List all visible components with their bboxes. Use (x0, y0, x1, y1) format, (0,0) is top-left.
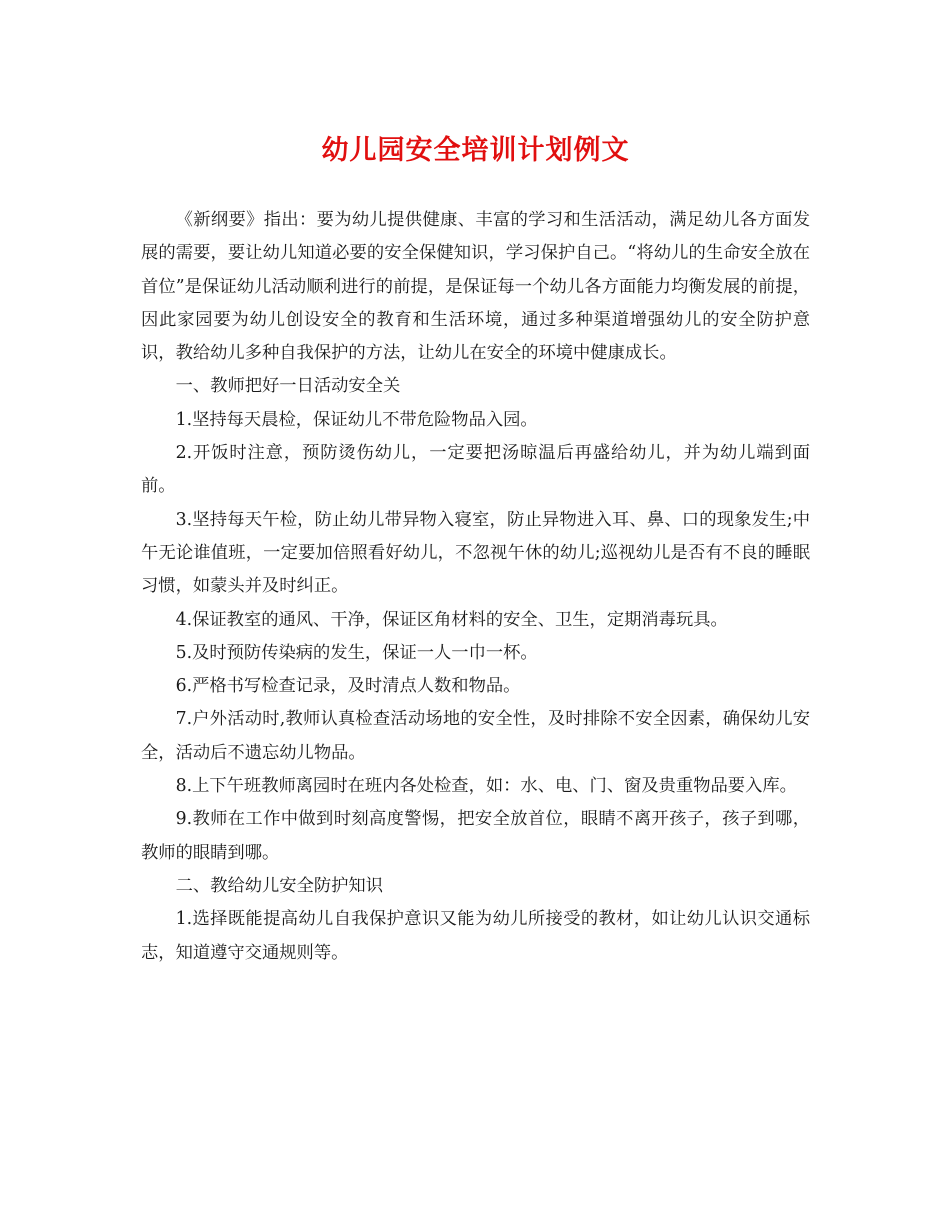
list-item: 4.保证教室的通风、干净，保证区角材料的安全、卫生，定期消毒玩具。 (175, 609, 728, 630)
document-title: 幼儿园安全培训计划例文 (321, 135, 630, 166)
document-body (141, 204, 810, 970)
list-item: 3.坚持每天午检，防止幼儿带异物入寝室，防止异物进入耳、鼻、口的现象发生;中午无论谁值班，一定要加倍照看好幼儿，不忽视午休的幼儿;巡视幼儿是否有不良的睡眠习惯，如蒙头并及时纠正。 (141, 509, 810, 597)
list-item: 1.坚持每天晨检，保证幼儿不带危险物品入园。 (175, 409, 538, 430)
list-item: 2.开饭时注意，预防烫伤幼儿，一定要把汤晾温后再盛给幼儿，并为幼儿端到面前。 (141, 443, 810, 497)
list-item: 8.上下午班教师离园时在班内各处检查，如：水、电、门、窗及贵重物品要入库。 (175, 776, 797, 797)
list-item: 1.选择既能提高幼儿自我保护意识又能为幼儿所接受的教材，如让幼儿认识交通标志，知道遵守交通规则等。 (141, 909, 810, 963)
section-heading-1: 一、教师把好一日活动安全关 (175, 376, 401, 397)
list-item: 6.严格书写检查记录，及时清点人数和物品。 (175, 676, 521, 697)
intro-paragraph: 《新纲要》指出：要为幼儿提供健康、丰富的学习和生活活动，满足幼儿各方面发展的需要，要让幼儿知道必要的安全保健知识，学习保护自己。“将幼儿的生命安全放在首位”是保证幼儿活动顺利进行的前提，是保证每一个幼儿各方面能力均衡发展的前提，因此家园要为幼儿创设安全的教育和生活环境，通过多种渠道增强幼儿的安全防护意识，教给幼儿多种自我保护的方法，让幼儿在安全的环境中健康成长。 (141, 210, 810, 364)
list-item: 7.户外活动时,教师认真检查活动场地的安全性，及时排除不安全因素，确保幼儿安全，活动后不遗忘幼儿物品。 (141, 709, 810, 763)
list-item: 5.及时预防传染病的发生，保证一人一巾一杯。 (175, 642, 538, 663)
list-item: 9.教师在工作中做到时刻高度警惕，把安全放首位，眼睛不离开孩子，孩子到哪，教师的眼睛到哪。 (141, 809, 810, 863)
section-heading-2: 二、教给幼儿安全防护知识 (175, 875, 383, 896)
